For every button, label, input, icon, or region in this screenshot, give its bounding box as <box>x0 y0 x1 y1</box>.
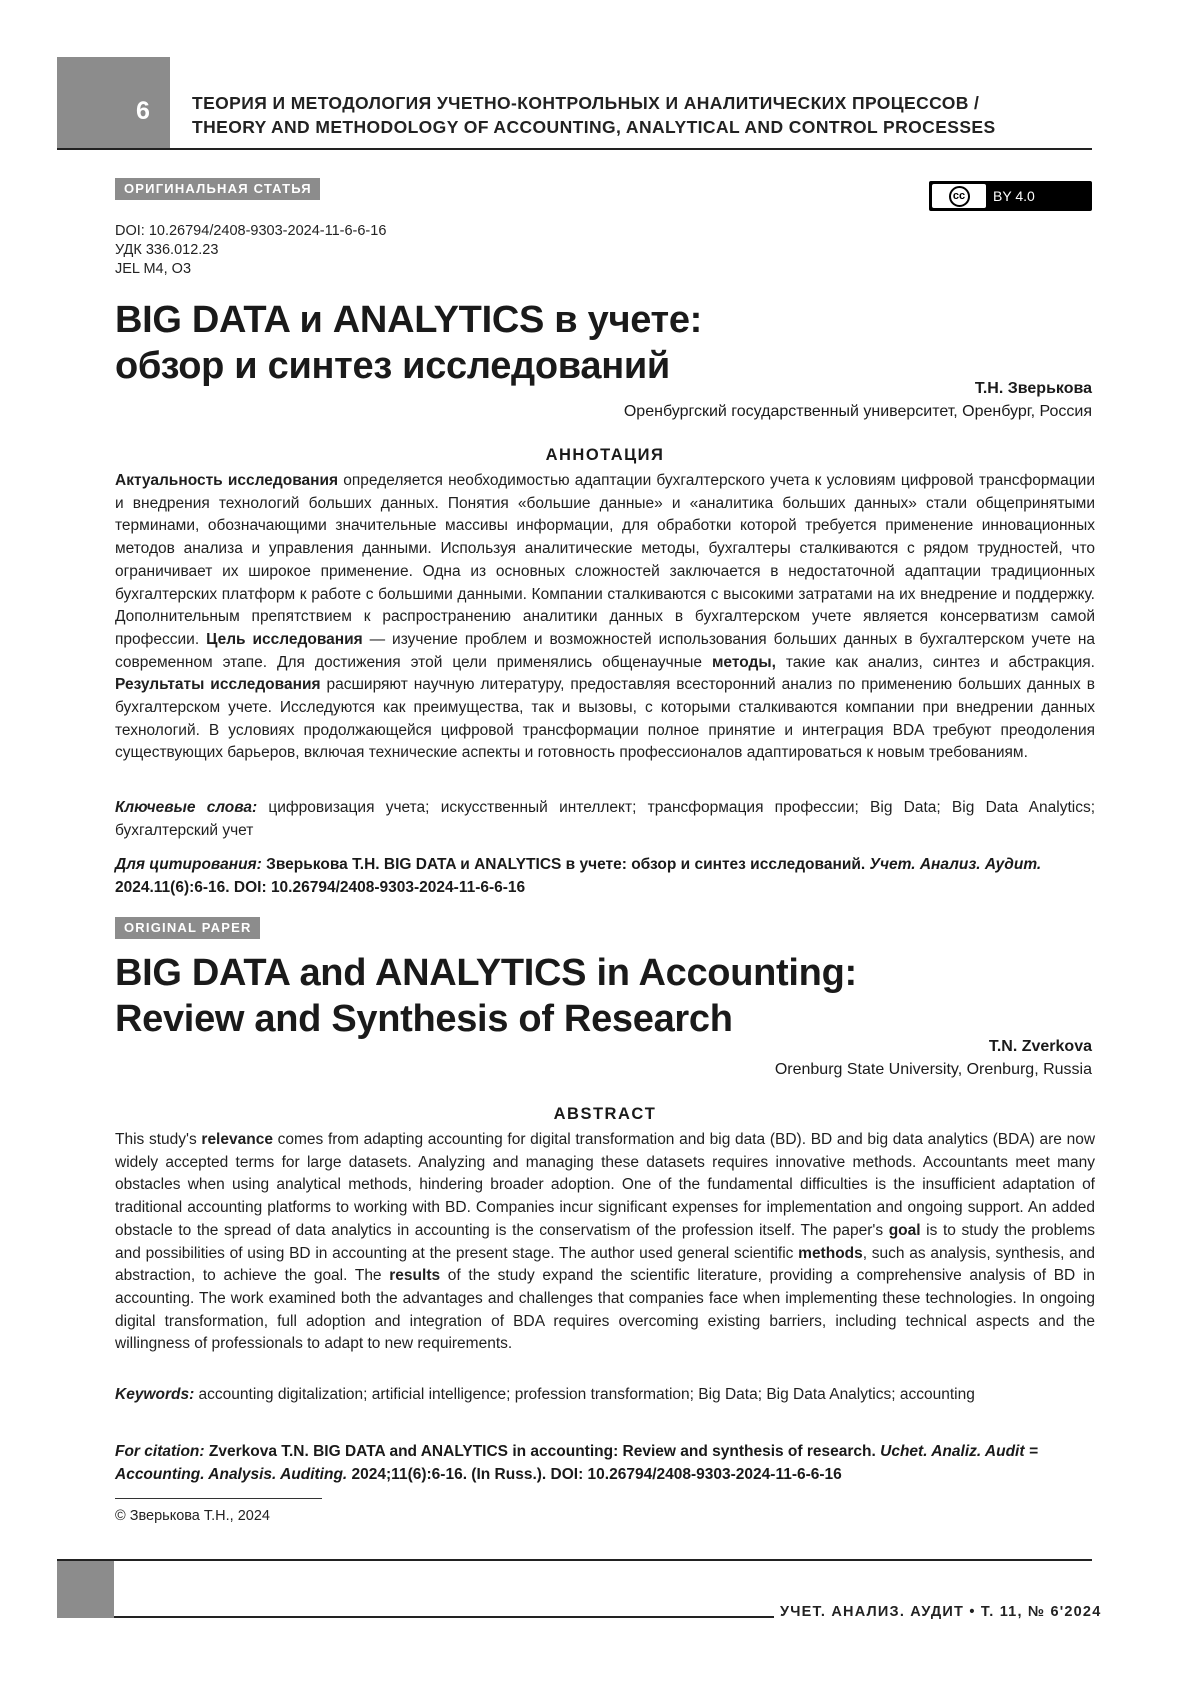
keywords-ru: Ключевые слова: цифровизация учета; искусственный интеллект; трансформация профессии; Big Data; Big Data Analytics; бухгалтерский учет <box>115 799 1096 839</box>
creative-commons-icon: cc <box>949 186 970 207</box>
page-number-tab <box>57 57 170 149</box>
jel-codes: JEL M4, O3 <box>115 261 192 277</box>
keywords-en: Keywords: accounting digitalization; artificial intelligence; profession transformation; Big Data; Big Data Analytics; accounting <box>115 1386 975 1403</box>
abstract-heading-ru: АННОТАЦИЯ <box>545 446 665 464</box>
abstract-heading-en: ABSTRACT <box>553 1105 657 1123</box>
title-en-line1: BIG DATA and ANALYTICS in Accounting: <box>115 952 857 994</box>
article-type-tag-ru: ОРИГИНАЛЬНАЯ СТАТЬЯ <box>115 178 320 200</box>
citation-en: For citation: Zverkova T.N. BIG DATA and ANALYTICS in accounting: Review and synthesis of research. Uchet. Analiz. Audit = Accounting. Analysis. Auditing. 2024;11(6):6-16. (In Russ.). DOI: 10.26794/2408-9303-2024-11-6-6-16 <box>115 1443 1038 1483</box>
udc: УДК 336.012.23 <box>115 242 219 258</box>
citation-ru: Для цитирования: Зверькова Т.Н. BIG DATA и ANALYTICS в учете: обзор и синтез исследований. Учет. Анализ. Аудит. 2024.11(6):6-16. DOI: 10.26794/2408-9303-2024-11-6-6-16 <box>115 856 1042 896</box>
article-title-ru <box>115 297 1095 389</box>
license-label: BY 4.0 <box>993 188 1035 204</box>
copyright-notice: © Зверькова Т.Н., 2024 <box>115 1508 270 1524</box>
footer-divider <box>57 1559 1092 1561</box>
article-meta <box>115 222 386 279</box>
footer-journal-info: УЧЕТ. АНАЛИЗ. АУДИТ • Т. 11, № 6'2024 <box>780 1604 1102 1620</box>
footnote-divider <box>115 1498 322 1499</box>
header-divider <box>57 148 1092 150</box>
page-number: 6 <box>136 97 150 125</box>
cc-license-badge[interactable] <box>929 181 1092 211</box>
abstract-ru: Актуальность исследования определяется необходимостью адаптации бухгалтерского учета к условиям цифровой трансформации и внедрения технологий больших данных. Понятия «большие данные» и «аналитика больших данных» стали общепринятыми терминами, обозначающими значительные массивы информации, для обработки которой требуется применение инновационных методов анализа и управления данными. Используя аналитические методы, бухгалтеры сталкиваются с рядом трудностей, что ограничивает их широкое применение. Одна из основных сложностей заключается в недостаточной адаптации традиционных бухгалтерских платформ к работе с большими данными. Компании сталкиваются с высокими затратами на их внедрение и поддержку. Дополнительным препятствием к распространению аналитики данных в бухгалтерском учете является консерватизм самой профессии. Цель исследования — изучение проблем и возможностей использования больших данных в бухгалтерском учете на современном этапе. Для достижения этой цели применялись общенаучные методы, такие как анализ, синтез и абстракция. Результаты исследования расширяют научную литературу, предоставляя всесторонний анализ по применению больших данных в бухгалтерском учете. Исследуются как преимущества, так и вызовы, с которыми сталкиваются компании при внедрении данных технологий. В условиях продолжающейся цифровой трансформации полное принятие и интеграция BDA требуют преодоления существующих барьеров, включая технические аспекты и готовность профессионалов адаптироваться к новым требованиям. <box>115 472 1096 762</box>
article-type-tag-en: ORIGINAL PAPER <box>115 917 260 939</box>
title-ru-line1: BIG DATA и ANALYTICS в учете: <box>115 299 703 341</box>
section-title-ru: ТЕОРИЯ И МЕТОДОЛОГИЯ УЧЕТНО-КОНТРОЛЬНЫХ И АНАЛИТИЧЕСКИХ ПРОЦЕССОВ / <box>192 93 980 113</box>
title-ru-line2: обзор и синтез исследований <box>115 345 670 387</box>
article-title-en <box>115 950 1095 1042</box>
title-en-line2: Review and Synthesis of Research <box>115 998 733 1040</box>
affiliation-ru: Оренбургский государственный университет, Оренбург, Россия <box>623 403 1092 420</box>
section-title-en: THEORY AND METHODOLOGY OF ACCOUNTING, ANALYTICAL AND CONTROL PROCESSES <box>192 117 996 137</box>
author-en: T.N. Zverkova <box>988 1038 1092 1055</box>
journal-section-title <box>192 91 1092 139</box>
author-ru: Т.Н. Зверькова <box>974 380 1092 397</box>
affiliation-en: Orenburg State University, Orenburg, Russia <box>774 1061 1092 1078</box>
cc-logo-box <box>932 184 986 208</box>
footer-line <box>114 1616 774 1618</box>
doi: DOI: 10.26794/2408-9303-2024-11-6-6-16 <box>115 223 387 239</box>
footer-tab <box>57 1561 114 1618</box>
abstract-en: This study's relevance comes from adapting accounting for digital transformation and big data (BD). BD and big data analytics (BDA) are now widely accepted terms for large datasets. Analyzing and managing these datasets requires innovative methods. Accountants meet many obstacles when using analytical methods, hindering broader adoption. One of the fundamental difficulties is the insufficient adaptation of traditional accounting platforms to working with BD. Companies incur significant expenses for implementation and ongoing support. An added obstacle to the spread of data analytics in accounting is the conservatism of the profession itself. The paper's goal is to study the problems and possibilities of using BD in accounting at the present stage. The author used general scientific methods, such as analysis, synthesis, and abstraction, to achieve the goal. The results of the study expand the scientific literature, providing a comprehensive analysis of BD in accounting. The work examined both the advantages and challenges that companies face when implementing these technologies. In ongoing digital transformation, full adoption and integration of BDA requires overcoming existing barriers, including technical aspects and the willingness of professionals to adapt to new requirements. <box>115 1131 1096 1353</box>
